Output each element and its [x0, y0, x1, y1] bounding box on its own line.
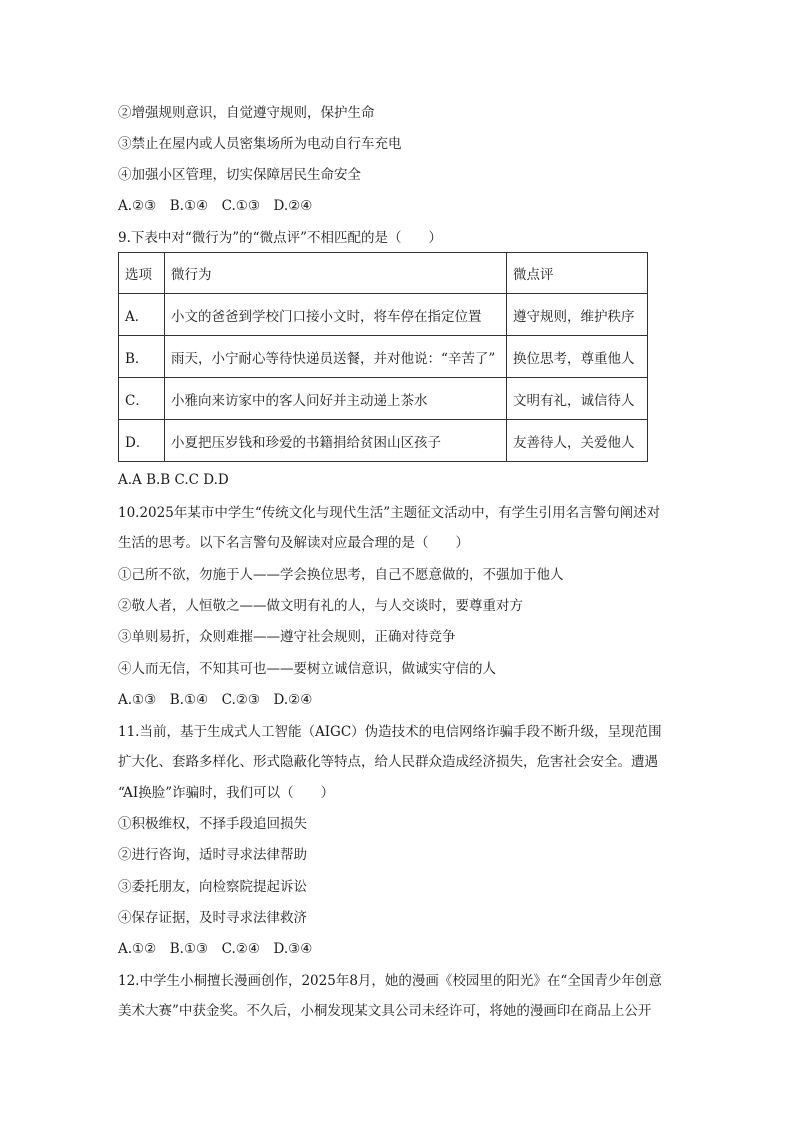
table-header-row [119, 253, 648, 294]
row-comment: 友善待人，关爱他人 [507, 420, 648, 462]
table-row [119, 420, 648, 462]
row-comment: 换位思考，尊重他人 [507, 336, 648, 378]
table-row [119, 336, 648, 378]
q12-stem-line2: 美术大赛”中获金奖。不久后，小桐发现某文具公司未经许可，将她的漫画印在商品上公开 [118, 1003, 652, 1019]
q10-stem-line1: 10.2025年某市中学生“传统文化与现代生活”主题征文活动中，有学生引用名言警句阐述对 [118, 505, 661, 521]
q8-option-2: ②增强规则意识，自觉遵守规则，保护生命 [118, 105, 375, 121]
q11-answer-choices: A.①② B.①③ C.②④ D.③④ [118, 941, 313, 957]
q10-stem-line2: 生活的思考。以下名言警句及解读对应最合理的是（ ） [118, 535, 469, 551]
row-comment: 文明有礼，诚信待人 [507, 378, 648, 420]
row-comment: 遵守规则，维护秩序 [507, 294, 648, 336]
table-row [119, 378, 648, 420]
q8-option-4: ④加强小区管理，切实保障居民生命安全 [118, 167, 361, 183]
table-row [119, 294, 648, 336]
row-option: D． [119, 420, 165, 462]
row-option: A． [119, 294, 165, 336]
row-behavior: 雨天，小宁耐心等待快递员送餐，并对他说：“辛苦了” [165, 336, 507, 378]
row-option: B． [119, 336, 165, 378]
header-comment: 微点评 [507, 253, 648, 294]
q11-stem-line3: “AI换脸”诈骗时，我们可以（ ） [118, 785, 335, 801]
q10-option-3: ③单则易折，众则难摧——遵守社会规则，正确对待竞争 [118, 629, 456, 645]
q10-option-1: ①己所不欲，勿施于人——学会换位思考，自己不愿意做的，不强加于他人 [118, 567, 564, 583]
q11-option-2: ②进行咨询，适时寻求法律帮助 [118, 847, 307, 863]
row-behavior: 小雅向来访家中的客人问好并主动递上茶水 [165, 378, 507, 420]
q10-option-2: ②敬人者，人恒敬之——做文明有礼的人，与人交谈时，要尊重对方 [118, 598, 523, 614]
header-behavior: 微行为 [165, 253, 507, 294]
row-behavior: 小文的爸爸到学校门口接小文时，将车停在指定位置 [165, 294, 507, 336]
q10-option-4: ④人而无信，不知其可也——要树立诚信意识，做诚实守信的人 [118, 661, 496, 677]
row-option: C． [119, 378, 165, 420]
q8-answer-choices: A.②③ B.①④ C.①③ D.②④ [118, 198, 313, 214]
q8-option-3: ③禁止在屋内或人员密集场所为电动自行车充电 [118, 136, 402, 152]
q9-table [118, 252, 648, 462]
row-behavior: 小夏把压岁钱和珍爱的书籍捐给贫困山区孩子 [165, 420, 507, 462]
q11-stem-line1: 11.当前，基于生成式人工智能（AIGC）伪造技术的电信网络诈骗手段不断升级，呈现范围 [118, 724, 662, 740]
q11-stem-line2: 扩大化、套路多样化、形式隐蔽化等特点，给人民群众造成经济损失，危害社会安全。遭遇 [118, 754, 658, 770]
q9-stem: 9.下表中对“微行为”的“微点评”不相匹配的是（ ） [118, 230, 442, 246]
q9-answer-choices: A.A B.B C.C D.D [118, 472, 229, 488]
q11-option-4: ④保存证据，及时寻求法律救济 [118, 910, 307, 926]
q11-option-3: ③委托朋友，向检察院提起诉讼 [118, 879, 307, 895]
q11-option-1: ①积极维权，不择手段追回损失 [118, 816, 307, 832]
header-option: 选项 [119, 253, 165, 294]
q10-answer-choices: A.①③ B.①④ C.②③ D.②④ [118, 692, 313, 708]
q12-stem-line1: 12.中学生小桐擅长漫画创作，2025年8月，她的漫画《校园里的阳光》在“全国青少年创意 [118, 973, 662, 989]
